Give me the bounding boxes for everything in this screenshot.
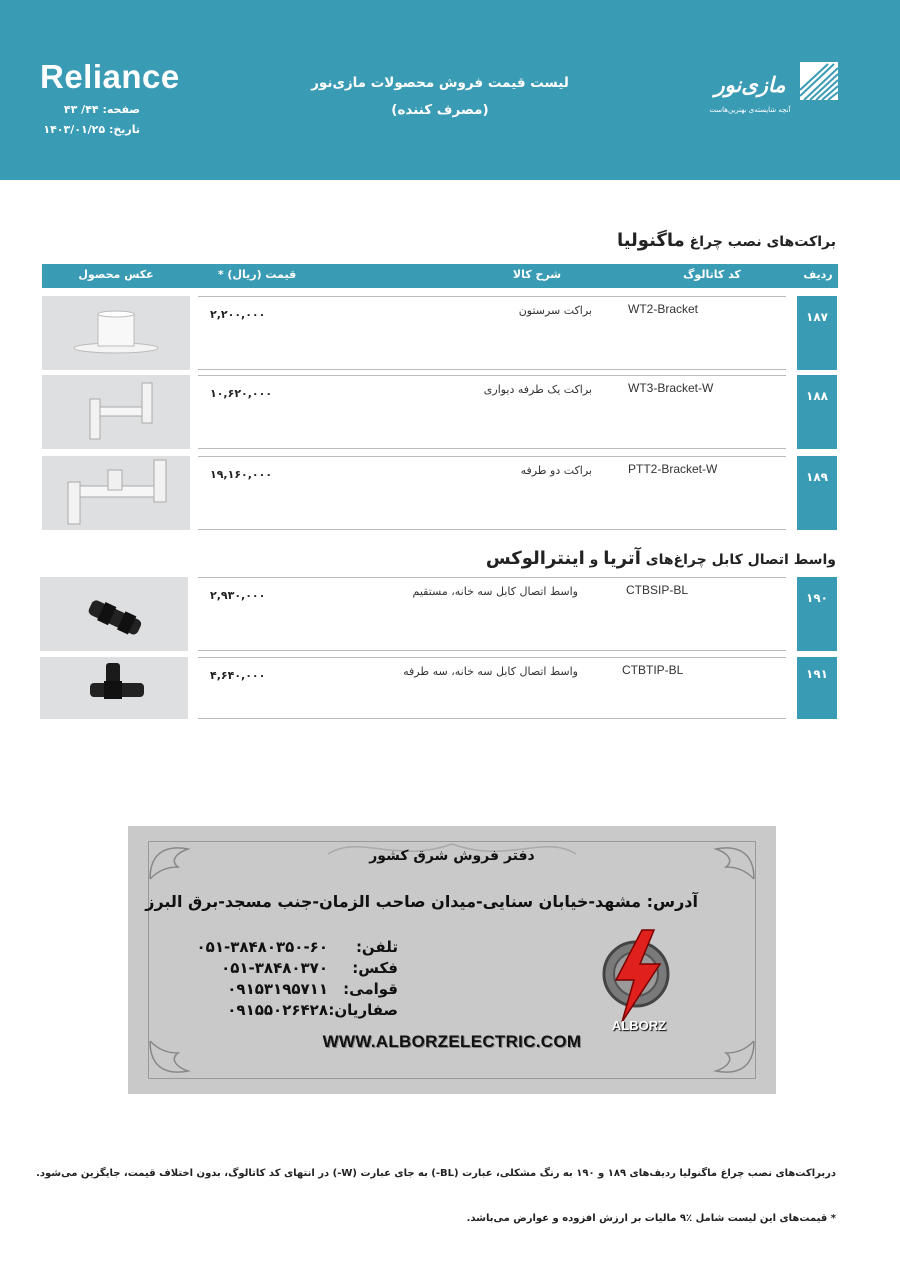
section-title-joiner: و <box>584 552 604 568</box>
row-divider <box>198 577 786 578</box>
section-title-magnolia <box>617 230 836 251</box>
page-header <box>0 0 900 180</box>
product-photo <box>40 577 188 651</box>
product-photo <box>40 657 188 719</box>
row-price: ۴,۶۴۰,۰۰۰ <box>210 669 266 682</box>
ad-phone <box>198 938 398 956</box>
bracket-top-image <box>42 296 190 370</box>
contact-value: ۰۹۱۵۵۰۲۶۴۲۸ <box>227 1001 328 1019</box>
row-number: ۱۹۱ <box>797 657 837 719</box>
alborz-logo-text: ALBORZ <box>611 1018 667 1033</box>
table-row <box>42 577 838 651</box>
section-title-prefix: واسط اتصال کابل چراغ‌های <box>640 552 836 568</box>
dealer-advertisement <box>128 826 776 1094</box>
row-catalog-code: WT2-Bracket <box>628 302 699 316</box>
ad-mobile-ghavami <box>198 980 398 998</box>
title-line-1: لیست قیمت فروش محصولات مازی‌نور <box>311 75 569 91</box>
row-description: براکت دو طرفه <box>520 464 592 477</box>
product-photo <box>42 456 190 530</box>
header-description: شرح کالا <box>512 268 562 281</box>
ad-fax <box>198 959 398 977</box>
row-divider <box>198 369 786 370</box>
row-divider <box>198 529 786 530</box>
footnote-vat: * قیمت‌های این لیست شامل ٪۹ مالیات بر ارزش افزوده و عوارض می‌باشد. <box>466 1213 836 1224</box>
row-catalog-code: CTBTIP-BL <box>622 663 684 677</box>
section-title-highlight: ماگنولیا <box>616 230 685 251</box>
row-description: براکت یک طرفه دیواری <box>483 383 592 396</box>
table-header <box>42 264 838 288</box>
ad-office-title: دفتر فروش شرق کشور <box>369 848 535 864</box>
row-price: ۲,۹۳۰,۰۰۰ <box>210 589 266 602</box>
row-number: ۱۹۰ <box>797 577 837 651</box>
ad-website[interactable]: WWW.ALBORZELECTRIC.COM <box>322 1032 582 1051</box>
row-divider <box>198 657 786 658</box>
product-photo <box>42 296 190 370</box>
row-divider <box>198 375 786 376</box>
row-description: واسط اتصال کابل سه خانه، مستقیم <box>412 585 578 598</box>
logo-stripes-icon <box>800 62 838 100</box>
section-title-highlight: آتریا <box>603 548 641 569</box>
footnote-color-variant: دربراکت‌های نصب چراغ ماگنولیا ردیف‌های ۱۸۹ و ۱۹۰ به رنگ مشکلی، عبارت (BL-) به جای عبارت (W-) در انتهای کد کاتالوگ، بدون اختلاف قیمت، جایگزین می‌شود. <box>36 1168 836 1179</box>
document-title <box>290 70 590 124</box>
bracket-wall-image <box>42 375 190 449</box>
brand-name: Reliance <box>40 58 180 95</box>
table-row <box>42 375 838 449</box>
contact-value: ۰۹۱۵۳۱۹۵۷۱۱ <box>227 980 328 998</box>
table-row <box>42 296 838 370</box>
ad-address: آدرس: مشهد-خیابان سنایی-میدان صاحب الزمان-جنب مسجد-برق البرز <box>145 892 698 911</box>
contact-value: ۰۵۱-۳۸۴۸۰۳۷۰ <box>221 959 328 977</box>
connector-straight-image <box>40 577 188 651</box>
header-photo: عکس محصول <box>78 268 154 281</box>
row-catalog-code: CTBSIP-BL <box>626 583 689 597</box>
mazinoor-logo <box>700 60 840 122</box>
bracket-double-image <box>42 456 190 530</box>
table-row <box>42 657 838 719</box>
row-description: براکت سرستون <box>518 304 592 317</box>
ad-mobile-saffarian <box>198 1001 398 1019</box>
header-catalog-code: کد کاتالوگ <box>683 268 741 281</box>
row-price: ۲,۲۰۰,۰۰۰ <box>210 308 266 321</box>
contact-label: قوامی: <box>343 980 398 998</box>
contact-label: صفاریان: <box>328 1001 398 1019</box>
header-row-number: ردیف <box>803 268 833 281</box>
row-number: ۱۸۸ <box>797 375 837 449</box>
row-number: ۱۸۷ <box>797 296 837 370</box>
row-divider <box>198 448 786 449</box>
logo-text: مازی‌نور <box>714 73 786 97</box>
header-price: قیمت (ریال) * <box>217 268 297 281</box>
contact-label: تلفن: <box>355 938 398 956</box>
row-divider <box>198 718 786 719</box>
product-photo <box>42 375 190 449</box>
table-row <box>42 456 838 530</box>
contact-value: ۰۵۱-۳۸۴۸۰۳۵۰-۶۰ <box>196 938 328 956</box>
connector-tee-image <box>40 657 188 719</box>
page-info <box>40 100 140 140</box>
row-catalog-code: PTT2-Bracket-W <box>628 462 718 476</box>
section-title-cable-connectors <box>486 548 836 569</box>
row-divider <box>198 296 786 297</box>
logo-tagline: آنچه شایسته‌ی بهترین‌هاست <box>709 106 791 114</box>
row-price: ۱۹,۱۶۰,۰۰۰ <box>210 468 273 481</box>
document-date: تاریخ: ۱۴۰۳/۰۱/۲۵ <box>43 123 140 136</box>
section-title-prefix: براکت‌های نصب چراغ <box>684 234 836 250</box>
title-line-2: (مصرف کننده) <box>391 102 489 118</box>
row-number: ۱۸۹ <box>797 456 837 530</box>
row-divider <box>198 650 786 651</box>
row-price: ۱۰,۶۲۰,۰۰۰ <box>210 387 273 400</box>
section-title-highlight-2: اینترالوکس <box>485 548 585 569</box>
row-description: واسط اتصال کابل سه خانه، سه طرفه <box>403 665 578 678</box>
row-catalog-code: WT3-Bracket-W <box>628 381 714 395</box>
page-number: صفحه: ۴۴/ ۴۳ <box>63 103 140 116</box>
contact-label: فکس: <box>352 959 398 977</box>
row-divider <box>198 456 786 457</box>
